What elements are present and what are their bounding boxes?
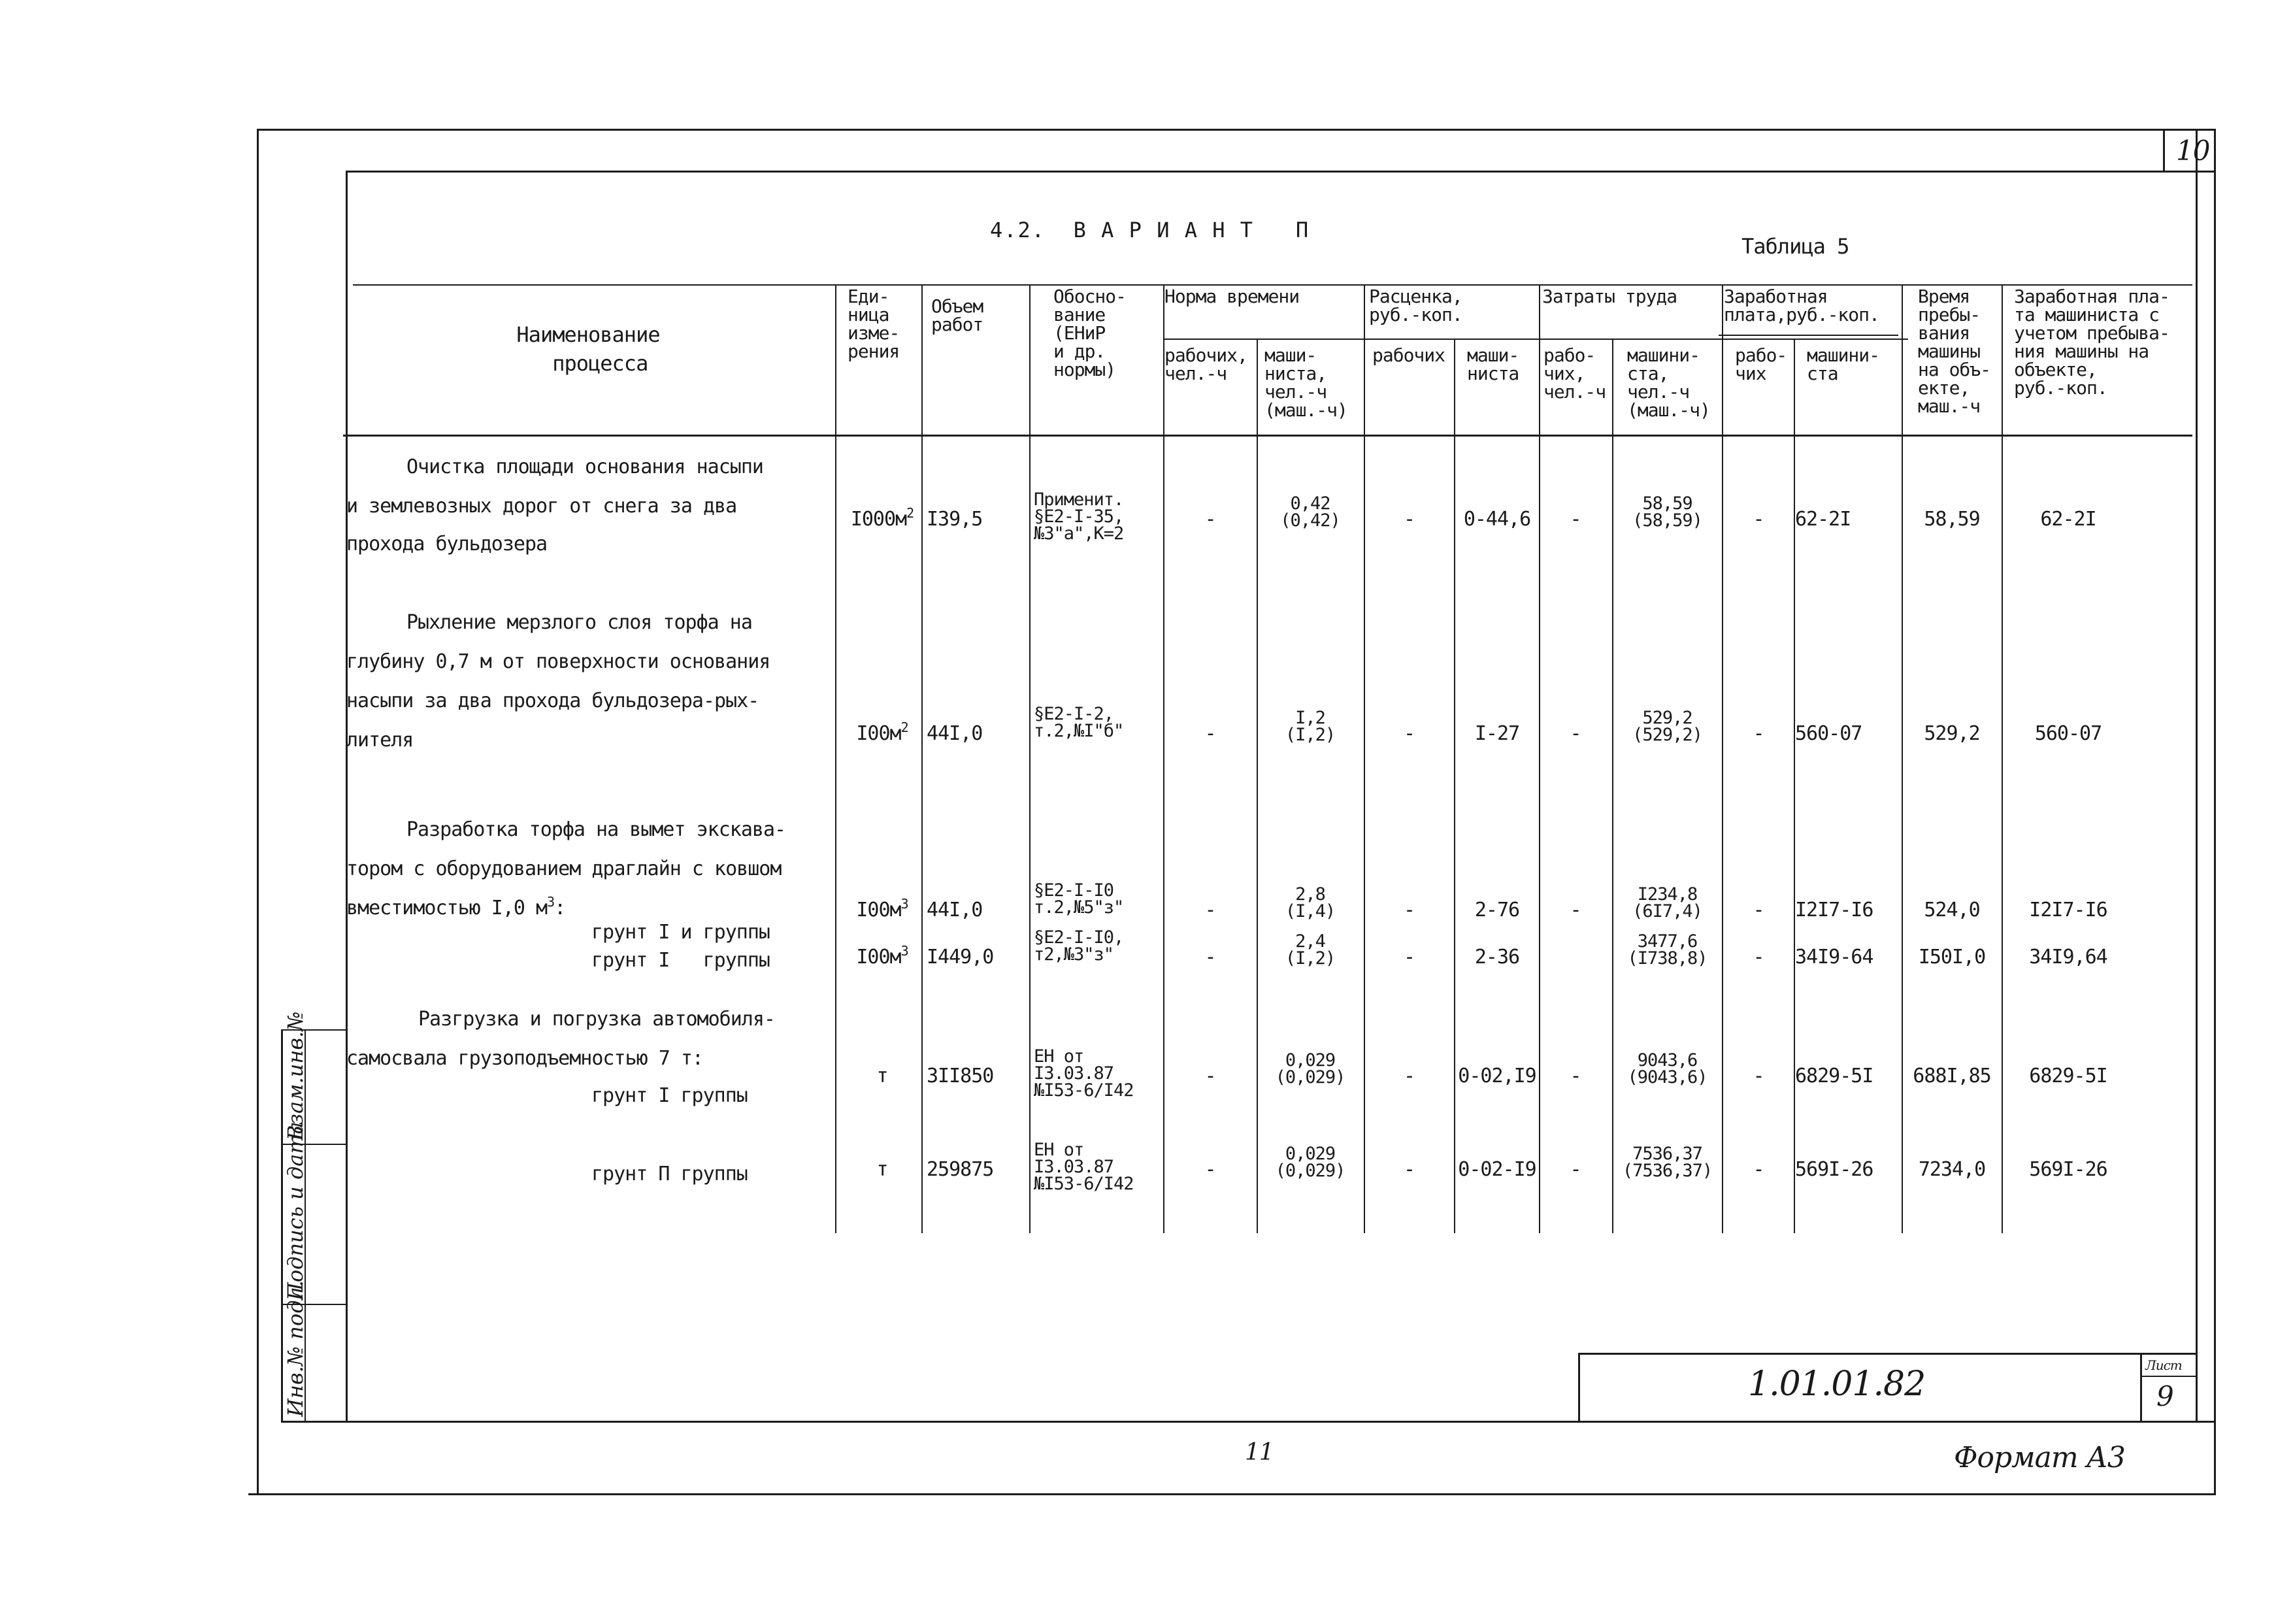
cell-volume: 44I,0 [927,722,983,745]
cell-rate-w: - [1403,899,1415,921]
cell-unit: $I00м^3$ [856,896,908,921]
cell-volume: 3II850 [927,1065,994,1087]
cell-stay: 529,2 [1924,722,1980,745]
cell-basis: §Е2-I-2, т.2,№I"б" [1034,704,1124,741]
cell-volume: I39,5 [927,508,983,531]
inner-frame-right [2196,131,2198,1421]
cell-labor-w: - [1570,508,1581,531]
cell-volume: 259875 [927,1158,994,1181]
cell-rate-w: - [1403,1158,1415,1181]
titleblock-sheet-mid [2140,1376,2196,1377]
cell-wage-m: 560-07 [1795,722,1862,745]
cell-wage-w: - [1753,946,1764,969]
cell-stay: I50I,0 [1918,946,1986,969]
cell-rate-m: 2-76 [1474,899,1520,921]
cell-norm-w: - [1204,508,1216,531]
col-line-12 [1902,284,1903,1233]
sheet-number: 9 [2156,1380,2173,1412]
process-2-line-3: насыпи за два прохода бульдозера-рых- [346,689,759,712]
cell-norm-w: - [1204,1158,1216,1181]
side-stamp-inv-podl: Инв.№ подл. [283,1280,308,1417]
header-wage-workers: рабо- чих [1735,344,1787,384]
col-line-5 [1257,339,1258,1233]
cell-rate-w: - [1403,1065,1415,1087]
cell-rate-m: 2-36 [1474,946,1520,969]
cell-wage-w: - [1753,722,1764,745]
cell-unit: т [876,1158,888,1181]
inner-frame-left [346,171,348,1421]
cell-volume: 44I,0 [927,899,983,921]
header-wage-machinist: машини- ста [1807,344,1880,384]
cell-labor-m: 7536,37 (7536,37) [1622,1144,1713,1181]
header-labor: Затраты труда [1542,286,1677,307]
process-4-line-1: Разгрузка и погрузка автомобиля- [418,1008,775,1031]
header-norm-machinist: маши- ниста, чел.-ч (маш.-ч) [1264,344,1347,421]
cell-labor-w: - [1570,1158,1581,1181]
bottom-page-number: 11 [1245,1439,1274,1466]
header-wage: Заработная плата,руб.-коп. [1724,286,1879,325]
cell-rate-m: 0-44,6 [1463,508,1531,531]
titleblock-left [1578,1353,1580,1421]
cell-wage-m: I2I7-I6 [1795,899,1873,921]
process-1-line-1: Очистка площади основания насыпи [406,456,763,478]
cell-labor-m: 58,59 (58,59) [1632,493,1702,531]
cell-basis: ЕН от I3.03.87 №I53-6/I42 [1034,1140,1134,1194]
process-3-sub-1: грунт I и группы [591,921,770,944]
cell-pay: 34I9,64 [2029,946,2107,969]
header-norm-time: Норма времени [1164,286,1300,307]
outer-frame-bottom [248,1493,2215,1495]
cell-norm-m: 0,029 (0,029) [1275,1050,1345,1087]
cell-wage-m: 34I9-64 [1795,946,1873,969]
cell-norm-m: 0,42 (0,42) [1280,493,1340,531]
cell-pay: 560-07 [2034,722,2102,745]
outer-frame-top [257,129,2216,131]
process-1-line-2: и землевозных дорог от снега за два [346,495,737,518]
process-3-line-2: тором с оборудованием драглайн с ковшом [346,857,782,880]
cell-rate-m: I-27 [1474,722,1520,745]
corner-page-number: 10 [2176,135,2210,167]
col-line-10 [1722,284,1723,1233]
cell-pay: 62-2I [2040,508,2096,531]
process-2-line-1: Рыхление мерзлого слоя торфа на [406,611,752,634]
col-line-3 [1029,284,1031,1233]
format-label: Формат А3 [1954,1441,2125,1474]
cell-rate-w: - [1403,722,1415,745]
doc-code: 1.01.01.82 [1748,1365,1926,1404]
cell-wage-w: - [1753,508,1764,531]
cell-stay: 58,59 [1924,508,1980,531]
cell-norm-m: I,2 (I,2) [1285,708,1336,745]
process-3-line-1: Разработка торфа на вымет экскава- [406,818,786,841]
cell-unit: $I000м^2$ [850,505,914,531]
cell-wage-w: - [1753,899,1764,921]
titleblock-top [1578,1353,2196,1355]
side-stamp-vzam: Взам.инв.№ [283,1011,308,1140]
cell-wage-w: - [1753,1065,1764,1087]
side-stamp-podpis: Подпись и дата [283,1121,308,1301]
col-line-6 [1364,284,1365,1233]
cell-rate-m: 0-02-I9 [1458,1158,1536,1181]
outer-frame-left [257,129,259,1493]
header-stay-time: Время пребы- вания машины на объ- екте, маш.-ч [1918,286,1991,417]
cell-unit: $I00м^3$ [856,943,908,969]
section-title: 4.2. В А Р И А Н Т П [990,218,1310,242]
cell-norm-w: - [1204,1065,1216,1087]
cell-unit: т [876,1065,888,1087]
cell-norm-w: - [1204,899,1216,921]
header-norm-workers: рабочих, чел.-ч [1164,344,1247,384]
cell-stay: 7234,0 [1918,1158,1986,1181]
cell-labor-w: - [1570,722,1581,745]
header-rate-machinist: маши- ниста [1467,344,1519,384]
process-3-line-3: вместимостью I,0 $м^3$: [346,894,566,920]
process-4-sub-2: грунт П группы [591,1163,748,1185]
cell-pay: I2I7-I6 [2029,899,2107,921]
cell-labor-m: 9043,6 (9043,6) [1627,1050,1707,1087]
col-line-2 [921,284,923,1233]
header-sub-rule-b [1719,335,1898,336]
header-rate: Расценка, руб.-коп. [1369,286,1462,325]
header-rate-workers: рабочих [1372,344,1445,366]
cell-norm-w: - [1204,946,1216,969]
process-2-line-4: лителя [346,729,414,752]
cell-wage-m: 62-2I [1795,508,1851,531]
cell-norm-m: 0,029 (0,029) [1275,1144,1345,1181]
cell-labor-w: - [1570,1065,1581,1087]
header-volume: Объем работ [931,295,983,335]
header-labor-workers: рабо- чих, чел.-ч [1543,344,1606,403]
col-line-9 [1612,339,1613,1233]
cell-norm-m: 2,8 (I,4) [1285,884,1336,921]
cell-rate-m: 0-02,I9 [1458,1065,1536,1087]
inner-frame-top [346,171,2215,173]
cell-wage-m: 6829-5I [1795,1065,1873,1087]
cell-norm-m: 2,4 (I,2) [1285,931,1336,969]
cell-pay: 6829-5I [2029,1065,2107,1087]
header-unit: Еди- ница изме- рения [848,286,900,362]
titleblock-sheet-left [2140,1353,2142,1421]
process-2-line-2: глубину 0,7 м от поверхности основания [346,650,770,673]
header-labor-machinist: машини- ста, чел.-ч (маш.-ч) [1627,344,1710,421]
cell-basis: §Е2-I-I0, т2,№3"з" [1034,927,1124,965]
header-sub-rule-a [1163,339,1908,340]
cell-basis: ЕН от I3.03.87 №I53-6/I42 [1034,1046,1134,1101]
process-3-sub-2: грунт I группы [591,949,770,972]
cell-rate-w: - [1403,508,1415,531]
inner-frame-bottom [281,1421,2214,1423]
header-basis: Обосно- вание (ЕНиР и др. нормы) [1053,286,1127,380]
cell-rate-w: - [1403,946,1415,969]
cell-stay: 524,0 [1924,899,1980,921]
cell-labor-m: 529,2 (529,2) [1632,708,1702,745]
col-line-1 [835,284,836,1233]
cell-basis: §Е2-I-I0 т.2,№5"з" [1034,880,1124,918]
col-line-7 [1454,339,1455,1233]
cell-labor-m: I234,8 (6I7,4) [1632,884,1702,921]
cell-labor-m: 3477,6 (I738,8) [1627,931,1707,969]
process-4-sub-1: грунт I группы [591,1084,748,1107]
cell-norm-w: - [1204,722,1216,745]
table-header-bottom [343,435,2192,437]
cell-pay: 569I-26 [2029,1158,2107,1181]
cell-wage-m: 569I-26 [1795,1158,1873,1181]
cell-stay: 688I,85 [1913,1065,1991,1087]
cell-basis: Применит. §Е2-I-35, №3"а",К=2 [1034,489,1124,544]
corner-box-left [2163,131,2165,171]
cell-labor-w: - [1570,899,1581,921]
cell-volume: I449,0 [927,946,994,969]
header-name: Наименование процесса [516,322,660,376]
outer-frame-right [2214,129,2216,1495]
cell-wage-w: - [1753,1158,1764,1181]
col-line-13 [2002,284,2003,1233]
cell-unit: $I00м^2$ [856,720,908,745]
col-line-11 [1794,339,1795,1233]
table-label: Таблица 5 [1741,234,1849,259]
sheet-label: Лист [2145,1357,2182,1373]
col-line-8 [1539,284,1540,1233]
process-1-line-3: прохода бульдозера [346,533,548,555]
process-4-line-2: самосвала грузоподъемностью 7 т: [346,1047,703,1070]
header-machinist-pay: Заработная пла- та машиниста с учетом пребыва- ния машины на объекте, руб.-коп. [2014,286,2169,399]
